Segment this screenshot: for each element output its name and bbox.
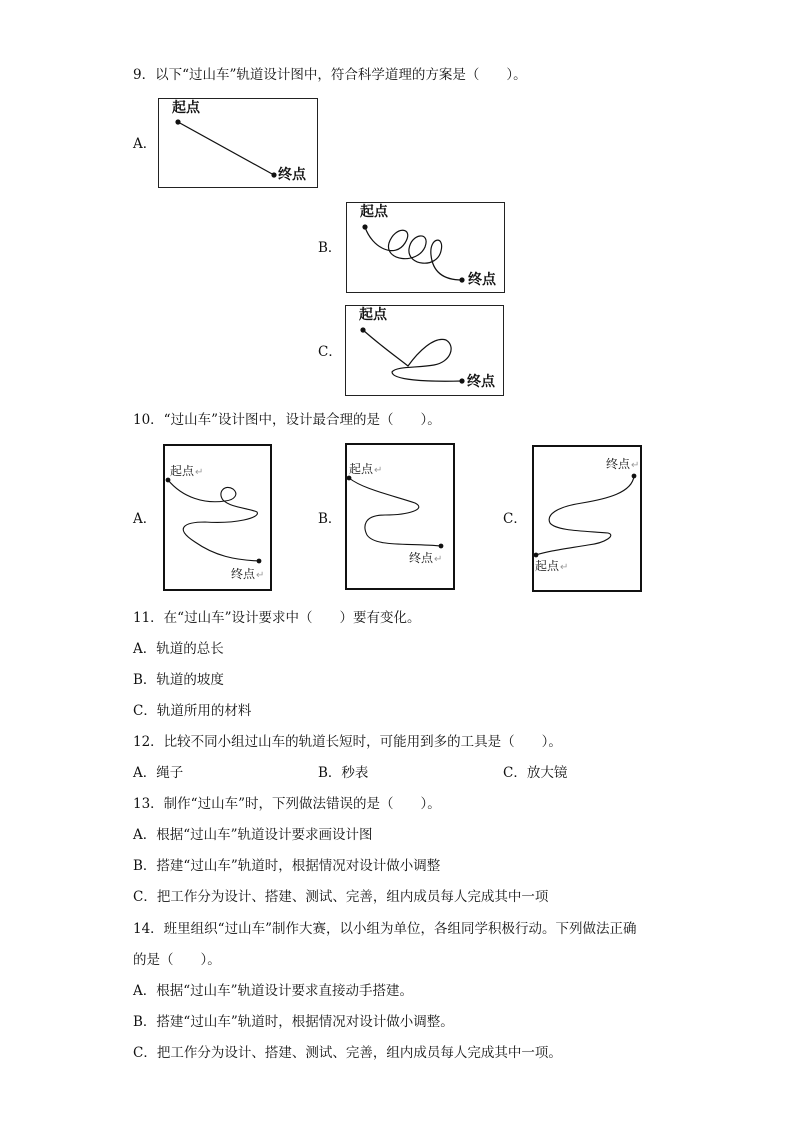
q11-option-b[interactable]: B．轨道的坡度 xyxy=(133,672,224,688)
q9-option-c-diagram[interactable] xyxy=(345,305,504,396)
q13-option-a[interactable]: A．根据“过山车”轨道设计要求画设计图 xyxy=(133,827,373,843)
q14-option-a[interactable]: A．根据“过山车”轨道设计要求直接动手搭建。 xyxy=(133,983,414,999)
q9-c-start-label: 起点 xyxy=(359,307,387,323)
q9-b-start-label: 起点 xyxy=(360,204,388,220)
q11-option-a[interactable]: A．轨道的总长 xyxy=(133,641,224,657)
q12-option-c[interactable]: C．放大镜 xyxy=(503,765,568,781)
q9-a-start-label: 起点 xyxy=(172,100,200,116)
q9-option-b-diagram[interactable] xyxy=(346,202,505,293)
q12-option-b[interactable]: B．秒表 xyxy=(318,765,369,781)
q10-option-a-diagram[interactable] xyxy=(163,444,272,591)
q9-option-b-label[interactable]: B． xyxy=(318,240,342,256)
q14-option-b[interactable]: B．搭建“过山车”轨道时，根据情况对设计做小调整。 xyxy=(133,1014,454,1030)
q10-c-end-return-mark: ↵ xyxy=(631,460,640,471)
q9-c-end-label: 终点 xyxy=(467,374,495,390)
q9-option-c-label[interactable]: C． xyxy=(318,344,342,360)
q13-option-c[interactable]: C．把工作分为设计、搭建、测试、完善，组内成员每人完成其中一项 xyxy=(133,889,549,905)
q12-stem: 12．比较不同小组过山车的轨道长短时，可能用到多的工具是（ ）。 xyxy=(133,734,562,750)
q10-b-start-text: 起点 xyxy=(349,462,374,476)
q10-c-start-label xyxy=(535,558,568,576)
q10-a-end-text: 终点 xyxy=(231,567,256,581)
q14-stem-line2: 的是（ ）。 xyxy=(133,952,221,968)
q10-a-end-label xyxy=(231,566,264,584)
q13-stem: 13．制作“过山车”时，下列做法错误的是（ ）。 xyxy=(133,796,441,812)
q13-option-b[interactable]: B．搭建“过山车”轨道时，根据情况对设计做小调整 xyxy=(133,858,441,874)
q10-option-b-label[interactable]: B． xyxy=(318,511,342,527)
q9-option-a-diagram[interactable] xyxy=(158,98,318,188)
q10-b-start-label xyxy=(349,461,382,479)
q10-b-end-text: 终点 xyxy=(409,551,434,565)
q10-a-start-return-mark: ↵ xyxy=(195,467,204,478)
q10-b-end-return-mark: ↵ xyxy=(434,554,443,565)
q14-option-c[interactable]: C．把工作分为设计、搭建、测试、完善，组内成员每人完成其中一项。 xyxy=(133,1045,562,1061)
q9-option-a-label[interactable]: A． xyxy=(133,136,157,152)
q10-b-start-return-mark: ↵ xyxy=(374,465,383,476)
q14-stem-line1: 14．班里组织“过山车”制作大赛，以小组为单位，各组同学积极行动。下列做法正确 xyxy=(133,921,637,937)
q9-a-end-label: 终点 xyxy=(278,167,306,183)
q11-stem: 11．在“过山车”设计要求中（ ）要有变化。 xyxy=(133,610,421,626)
q10-c-start-return-mark: ↵ xyxy=(560,562,569,573)
q10-a-start-label xyxy=(170,463,203,481)
q10-c-end-text: 终点 xyxy=(606,457,631,471)
q10-option-b-diagram[interactable] xyxy=(345,443,455,590)
q11-option-c[interactable]: C．轨道所用的材料 xyxy=(133,703,252,719)
q10-option-a-label[interactable]: A． xyxy=(133,511,157,527)
q10-option-c-label[interactable]: C． xyxy=(503,511,527,527)
q10-c-end-label xyxy=(606,456,639,474)
q10-option-c-diagram[interactable] xyxy=(532,445,642,592)
q12-option-a[interactable]: A．绳子 xyxy=(133,765,184,781)
q9-stem: 9．以下“过山车”轨道设计图中，符合科学道理的方案是（ ）。 xyxy=(133,67,527,83)
q10-b-end-label xyxy=(409,550,442,568)
q9-b-end-label: 终点 xyxy=(468,272,496,288)
q10-stem: 10．“过山车”设计图中，设计最合理的是（ ）。 xyxy=(133,412,441,428)
q10-a-end-return-mark: ↵ xyxy=(256,570,265,581)
q10-c-start-text: 起点 xyxy=(535,559,560,573)
q10-a-start-text: 起点 xyxy=(170,464,195,478)
